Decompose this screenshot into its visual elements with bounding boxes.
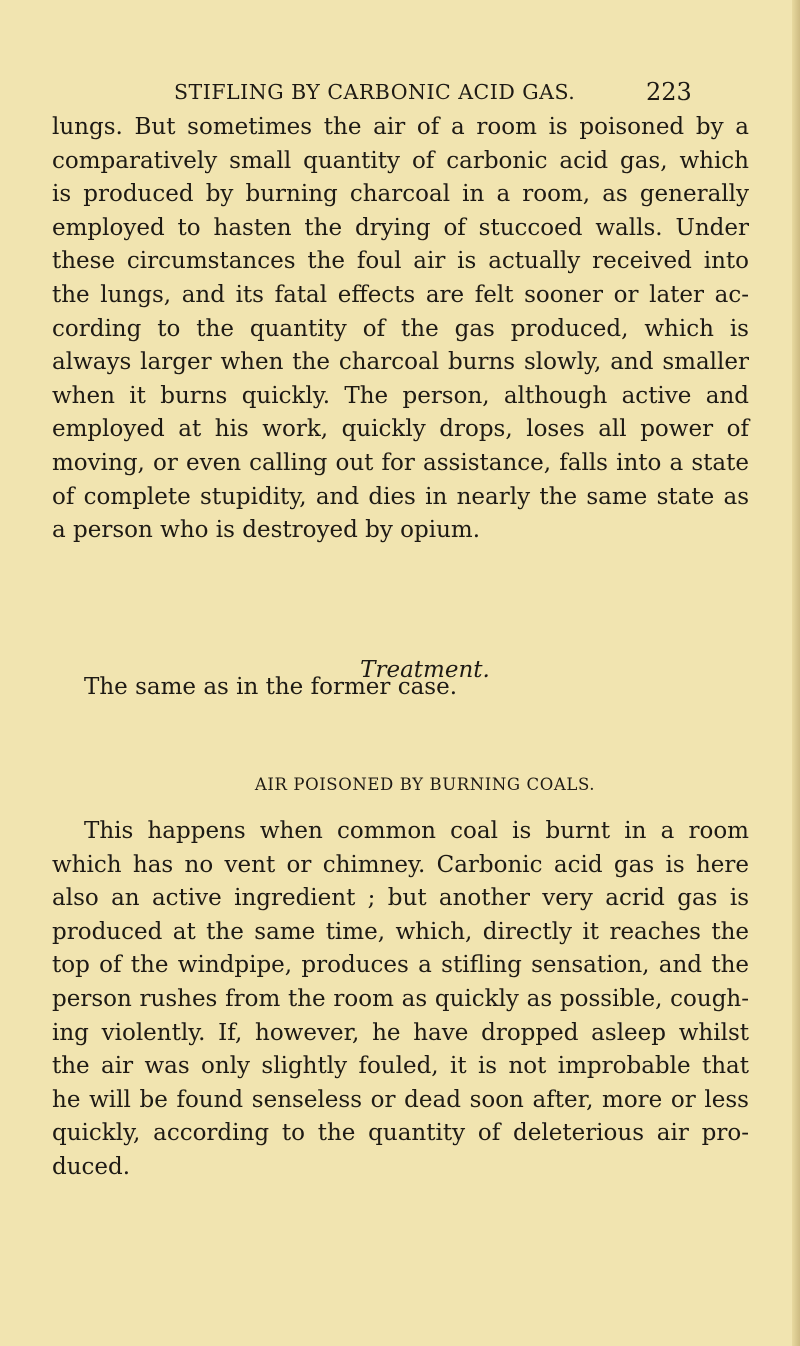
text-line: a person who is destroyed by opium. bbox=[52, 517, 481, 544]
text-line: comparatively small quantity of carbonic acid gas, which bbox=[52, 147, 749, 174]
section-heading: AIR POISONED BY BURNING COALS. bbox=[254, 775, 596, 794]
running-head bbox=[0, 80, 800, 110]
text-line: when it burns quickly. The person, although active and bbox=[52, 382, 749, 409]
text-line: quickly, according to the quantity of deleterious air pro- bbox=[52, 1120, 749, 1147]
text-line: the lungs, and its fatal effects are felt sooner or later ac- bbox=[52, 281, 749, 308]
text-line: lungs. But sometimes the air of a room is poisoned by a bbox=[52, 114, 749, 140]
paragraph bbox=[84, 667, 584, 701]
text-line: employed at his work, quickly drops, loses all power of bbox=[52, 416, 749, 443]
text-line: employed to hasten the drying of stuccoed walls. Under bbox=[52, 214, 749, 241]
text-line: is produced by burning charcoal in a room, as generally bbox=[52, 181, 749, 208]
text-line: the air was only slightly fouled, it is not improbable that bbox=[52, 1053, 749, 1080]
text-line: This happens when common coal is burnt in a room bbox=[84, 818, 749, 844]
text-line: also an active ingredient ; but another very acrid gas is bbox=[52, 885, 749, 912]
text-line: The same as in the former case. bbox=[84, 674, 458, 700]
subheading-treatment: Treatment. bbox=[360, 657, 490, 683]
paragraph bbox=[52, 111, 749, 548]
text-line: cording to the quantity of the gas produced, which is bbox=[52, 315, 749, 342]
page-number: 223 bbox=[646, 78, 692, 106]
running-title: STIFLING BY CARBONIC ACID GAS. bbox=[174, 80, 576, 104]
text-line: produced at the same time, which, directly it reaches the bbox=[52, 918, 749, 945]
text-line: person rushes from the room as quickly as possible, cough- bbox=[52, 985, 749, 1012]
text-line: always larger when the charcoal burns slowly, and smaller bbox=[52, 349, 749, 376]
text-line: ing violently. If, however, he have dropped asleep whilst bbox=[52, 1019, 749, 1046]
text-line: which has no vent or chimney. Carbonic acid gas is here bbox=[52, 851, 749, 878]
text-line: duced. bbox=[52, 1153, 131, 1180]
text-line: of complete stupidity, and dies in nearly the same state as bbox=[52, 483, 749, 510]
text-line: top of the windpipe, produces a stifling sensation, and the bbox=[52, 952, 749, 979]
text-line: these circumstances the foul air is actually received into bbox=[52, 248, 749, 275]
paragraph bbox=[52, 815, 749, 1185]
text-line: he will be found senseless or dead soon after, more or less bbox=[52, 1086, 749, 1113]
text-line: moving, or even calling out for assistance, falls into a state bbox=[52, 449, 749, 476]
